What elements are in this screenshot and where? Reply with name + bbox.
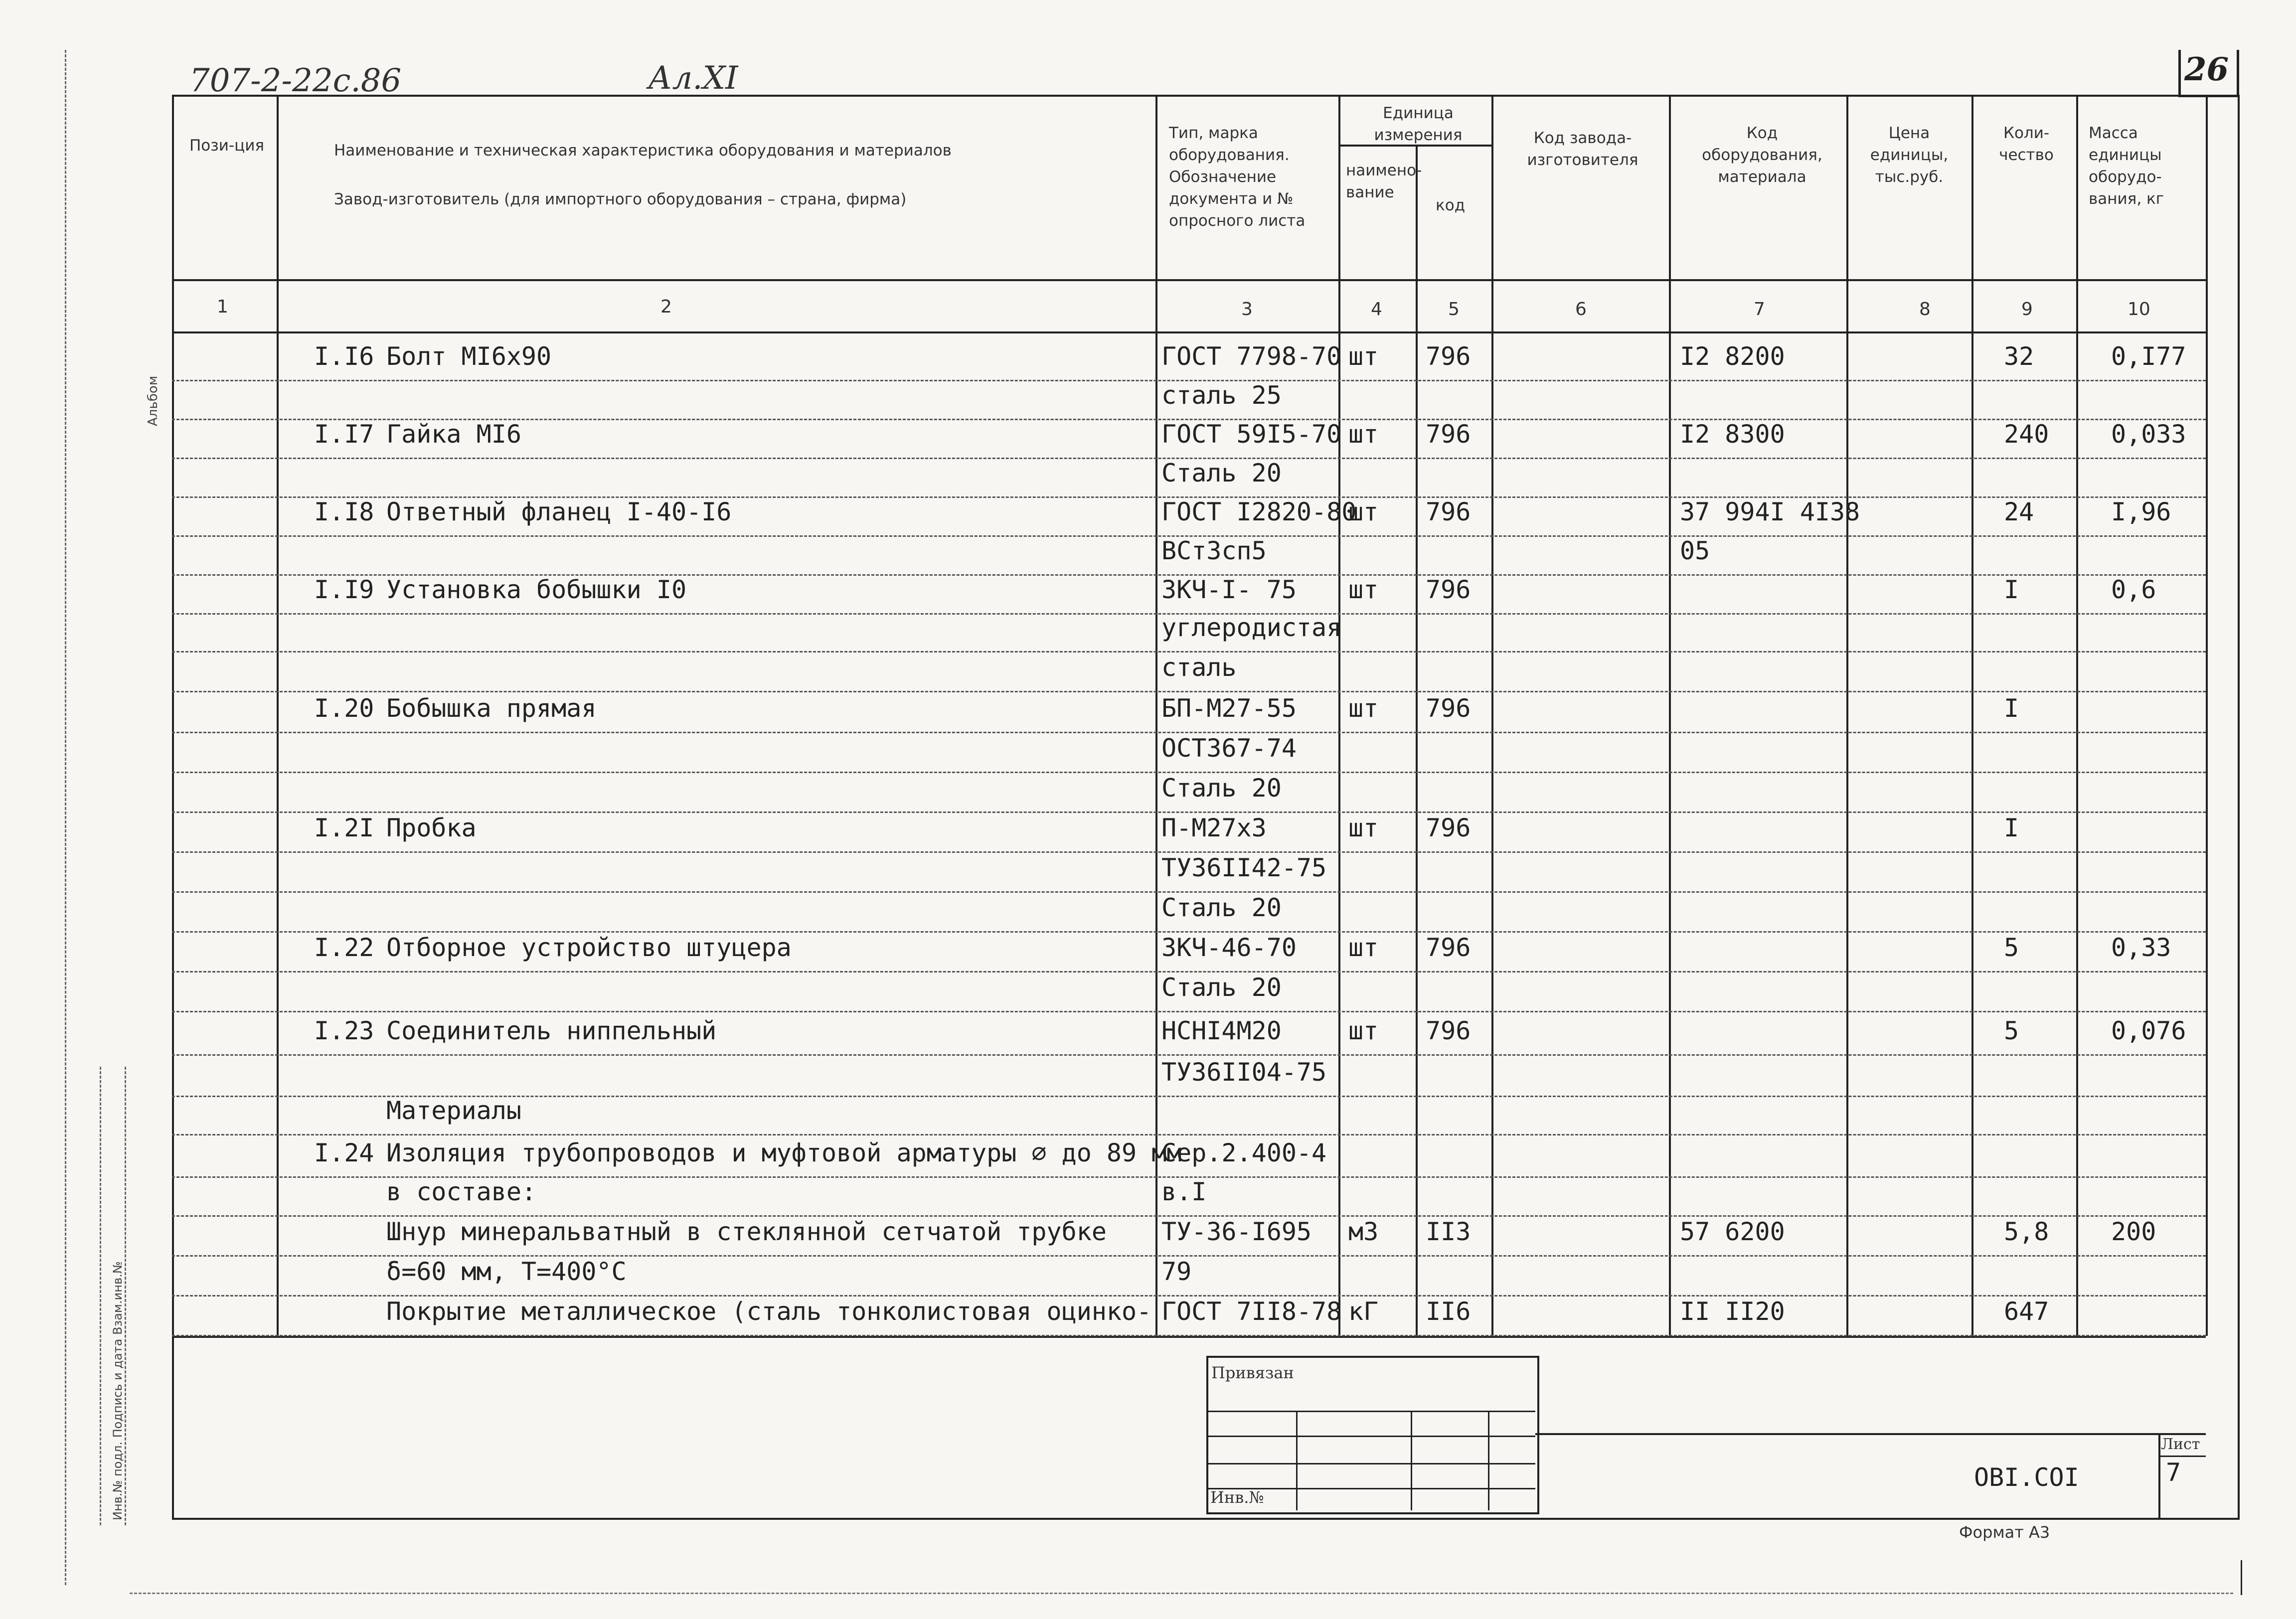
vline-c10 xyxy=(2206,95,2208,1336)
row-separator xyxy=(172,691,2206,692)
row-mass: I,96 xyxy=(2111,497,2171,526)
row-name: Соединитель ниппельный xyxy=(386,1016,717,1045)
stamp-inventory: Инв.№ xyxy=(1210,1488,1264,1507)
row-unit-code: 796 xyxy=(1426,575,1471,604)
header-equipment-code: Код оборудования, материала xyxy=(1702,124,1822,186)
row-unit-code: 796 xyxy=(1426,420,1471,449)
colnum-5: 5 xyxy=(1448,299,1460,320)
row-position: I.24 xyxy=(314,1138,374,1167)
row-separator xyxy=(172,1134,2206,1135)
row-equipment-code: 37 994I 4I38 xyxy=(1680,497,1860,526)
row-separator xyxy=(172,1011,2206,1012)
row-separator xyxy=(172,651,2206,652)
stamp-vline-2 xyxy=(1411,1411,1412,1510)
row-unit: шт xyxy=(1348,933,1379,962)
header-mass: Масса единицы оборудо-вания, кг xyxy=(2089,124,2164,208)
row-separator xyxy=(172,772,2206,773)
row-type: ГОСТ I2820-80 xyxy=(1161,497,1357,526)
row-position: I.22 xyxy=(314,933,374,962)
margin-dash-1 xyxy=(100,1067,101,1525)
bottom-dash xyxy=(130,1593,2233,1594)
frame-top-line xyxy=(172,95,2236,97)
row-quantity: 24 xyxy=(2004,497,2034,526)
row-separator xyxy=(172,811,2206,813)
page-left-dash xyxy=(65,50,66,1585)
row-type: ГОСТ 7798-70 xyxy=(1161,342,1342,371)
colnum-3: 3 xyxy=(1241,299,1253,320)
stamp-sheet-number: 7 xyxy=(2166,1458,2181,1487)
row-unit: м3 xyxy=(1348,1217,1379,1246)
row-type: ГОСТ 59I5-70 xyxy=(1161,420,1342,449)
row-mass: 0,33 xyxy=(2111,933,2171,962)
row-equipment-code: II II20 xyxy=(1680,1297,1785,1326)
row-name: в составе: xyxy=(386,1177,537,1206)
row-name: Шнур минеральватный в стеклянной сетчатой трубке xyxy=(386,1217,1107,1246)
row-separator xyxy=(172,1255,2206,1257)
row-unit: шт xyxy=(1348,694,1379,723)
row-type: Сталь 20 xyxy=(1161,774,1282,803)
row-quantity: 5,8 xyxy=(2004,1217,2049,1246)
header-name-line2: Завод-изготовитель (для импортного оборудования – страна, фирма) xyxy=(334,190,907,208)
row-equipment-code: 57 6200 xyxy=(1680,1217,1785,1246)
row-equipment-code: I2 8200 xyxy=(1680,342,1785,371)
row-mass: 0,076 xyxy=(2111,1016,2186,1045)
row-mass: 0,I77 xyxy=(2111,342,2186,371)
row-type: в.I xyxy=(1161,1177,1207,1206)
colnum-1: 1 xyxy=(217,297,228,317)
row-unit-code: 796 xyxy=(1426,342,1471,371)
vline-c4 xyxy=(1416,145,1418,1336)
header-price: Цена единицы, тыс.руб. xyxy=(1870,124,1949,186)
row-position: I.I9 xyxy=(314,575,374,604)
stamp-line-3 xyxy=(1206,1463,1535,1464)
row-unit-code: 796 xyxy=(1426,497,1471,526)
colnum-7: 7 xyxy=(1754,299,1765,320)
header-quantity: Коли-чество xyxy=(1999,124,2054,164)
header-unit: Единица измерения xyxy=(1374,104,1463,144)
margin-dash-2 xyxy=(125,1067,126,1525)
row-mass: 200 xyxy=(2111,1217,2156,1246)
hline-header-bottom xyxy=(172,279,2206,281)
row-name: Болт МI6х90 xyxy=(386,342,552,371)
row-type: ОСТ367-74 xyxy=(1161,734,1297,763)
row-name: Гайка МI6 xyxy=(386,420,521,449)
row-unit-code: 796 xyxy=(1426,933,1471,962)
row-type: Сталь 20 xyxy=(1161,973,1282,1002)
row-type: ТУ36II04-75 xyxy=(1161,1058,1327,1087)
document-code: 707-2-22с.86 xyxy=(189,62,402,99)
row-separator xyxy=(172,1215,2206,1217)
colnum-10: 10 xyxy=(2128,299,2150,320)
row-position: I.I6 xyxy=(314,342,374,371)
header-plant-code: Код завода-изготовителя xyxy=(1527,129,1639,169)
stamp-line-2 xyxy=(1206,1436,1535,1437)
row-quantity: 240 xyxy=(2004,420,2049,449)
row-quantity: I xyxy=(2004,813,2019,842)
row-name: Бобышка прямая xyxy=(386,694,597,723)
row-name: Установка бобышки I0 xyxy=(386,575,687,604)
row-name: Материалы xyxy=(386,1096,521,1125)
stamp-right-line xyxy=(1535,1433,2206,1435)
row-name: Отборное устройство штуцера xyxy=(386,933,792,962)
row-unit-code: 796 xyxy=(1426,1016,1471,1045)
row-unit: шт xyxy=(1348,1016,1379,1045)
row-separator xyxy=(172,1054,2206,1056)
row-separator xyxy=(172,971,2206,972)
row-name: Ответный фланец I-40-I6 xyxy=(386,497,732,526)
header-unit-name: наимено-вание xyxy=(1346,162,1422,201)
row-unit: шт xyxy=(1348,342,1379,371)
row-quantity: I xyxy=(2004,694,2019,723)
row-unit-code: 796 xyxy=(1426,813,1471,842)
row-type: углеродистая xyxy=(1161,613,1342,642)
side-label-margin: Инв.№ подл. Подпись и дата Взам.инв.№ xyxy=(111,1261,125,1520)
row-position: I.I7 xyxy=(314,420,374,449)
row-separator xyxy=(172,931,2206,933)
page-number: 26 xyxy=(2184,51,2229,88)
row-type: 79 xyxy=(1161,1257,1192,1286)
row-type: П-М27х3 xyxy=(1161,813,1267,842)
row-unit: шт xyxy=(1348,575,1379,604)
colnum-4: 4 xyxy=(1371,299,1382,320)
header-unit-code: код xyxy=(1436,196,1466,214)
row-type: ЗКЧ-46-70 xyxy=(1161,933,1297,962)
stamp-sheet-vline xyxy=(2158,1433,2160,1518)
row-separator xyxy=(172,732,2206,733)
row-unit: кГ xyxy=(1348,1297,1379,1326)
row-unit: шт xyxy=(1348,497,1379,526)
row-name: Покрытие металлическое (сталь тонколистовая оцинко- xyxy=(386,1297,1152,1326)
row-name: Пробка xyxy=(386,813,477,842)
row-quantity: 5 xyxy=(2004,1016,2019,1045)
row-type: ТУ-36-I695 xyxy=(1161,1217,1312,1246)
row-separator xyxy=(172,1335,2206,1336)
row-type: сталь xyxy=(1161,653,1237,682)
colnum-8: 8 xyxy=(1919,299,1931,320)
row-type: БП-М27-55 xyxy=(1161,694,1297,723)
row-unit-code: II6 xyxy=(1426,1297,1471,1326)
colnum-6: 6 xyxy=(1575,299,1587,320)
row-unit: шт xyxy=(1348,813,1379,842)
row-type: ТУ36II42-75 xyxy=(1161,853,1327,882)
stamp-document-code: OBI.COI xyxy=(1974,1463,2079,1492)
row-type: сталь 25 xyxy=(1161,381,1282,410)
row-type: НСНI4М20 xyxy=(1161,1016,1282,1045)
row-position: I.23 xyxy=(314,1016,374,1045)
header-position: Пози-ция xyxy=(189,137,264,155)
stamp-vline-1 xyxy=(1296,1411,1298,1510)
row-quantity: 32 xyxy=(2004,342,2034,371)
row-unit: шт xyxy=(1348,420,1379,449)
row-type: Сталь 20 xyxy=(1161,459,1282,487)
stamp-vline-3 xyxy=(1488,1411,1489,1510)
row-name: δ=60 мм, Т=400°С xyxy=(386,1257,627,1286)
row-quantity: 647 xyxy=(2004,1297,2049,1326)
format-label: Формат А3 xyxy=(1959,1523,2050,1542)
row-unit-code: II3 xyxy=(1426,1217,1471,1246)
row-type: ЗКЧ-I- 75 xyxy=(1161,575,1297,604)
row-position: I.2I xyxy=(314,813,374,842)
row-equipment-code: 05 xyxy=(1680,536,1710,565)
colnum-2: 2 xyxy=(660,297,672,317)
row-type: Сер.2.400-4 xyxy=(1161,1138,1327,1167)
header-type: Тип, марка оборудования. Обозначение документа и № опросного листа xyxy=(1169,124,1306,230)
row-mass: 0,6 xyxy=(2111,575,2156,604)
row-position: I.20 xyxy=(314,694,374,723)
row-quantity: I xyxy=(2004,575,2019,604)
side-label-album: Альбом xyxy=(146,375,161,426)
stamp-sheet-hline xyxy=(2158,1456,2206,1457)
row-unit-code: 796 xyxy=(1426,694,1471,723)
row-type: Сталь 20 xyxy=(1161,893,1282,922)
row-type: ГОСТ 7II8-78 xyxy=(1161,1297,1342,1326)
row-equipment-code: I2 8300 xyxy=(1680,420,1785,449)
row-separator xyxy=(172,891,2206,893)
row-quantity: 5 xyxy=(2004,933,2019,962)
row-mass: 0,033 xyxy=(2111,420,2186,449)
stamp-sheet-label: Лист xyxy=(2161,1436,2200,1453)
album-number: Ал.XI xyxy=(648,60,738,97)
row-type: ВСт3сп5 xyxy=(1161,536,1267,565)
row-separator xyxy=(172,1295,2206,1296)
row-name: Изоляция трубопроводов и муфтовой арматуры ∅ до 89 мм xyxy=(386,1138,1182,1167)
row-separator xyxy=(172,851,2206,853)
stamp-line-1 xyxy=(1206,1411,1535,1412)
colnum-9: 9 xyxy=(2021,299,2033,320)
header-name-line1: Наименование и техническая характеристика оборудования и материалов xyxy=(334,142,952,160)
stamp-privyazan: Привязан xyxy=(1211,1363,1294,1382)
hline-colnum-bottom xyxy=(172,331,2206,333)
row-position: I.I8 xyxy=(314,497,374,526)
bottom-right-tick xyxy=(2241,1560,2242,1595)
